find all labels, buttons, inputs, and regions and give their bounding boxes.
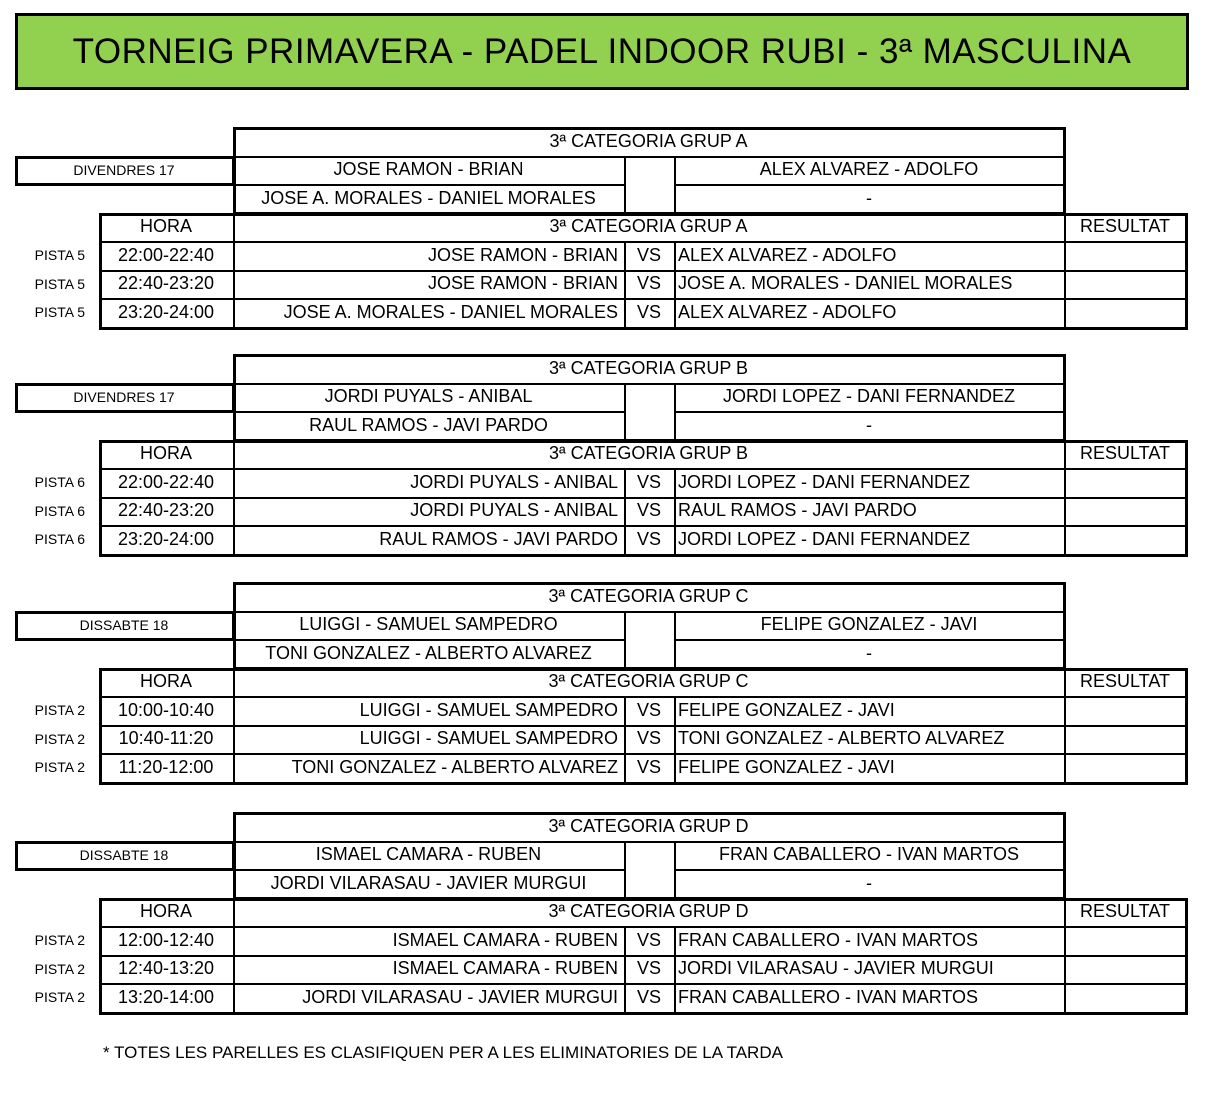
vs-label: VS [636, 500, 661, 521]
home-team: JOSE RAMON - BRIAN [427, 273, 618, 294]
result-header: RESULTAT [1079, 901, 1170, 922]
vs-label: VS [636, 471, 661, 492]
schedule-group-title: 3ª CATEGORIA GRUP D [548, 901, 749, 922]
grid-line [624, 156, 626, 213]
vs-label: VS [636, 273, 661, 294]
pista-label: PISTA 2 [34, 989, 85, 1006]
day-label: DISSABTE 18 [79, 846, 169, 863]
vs-label: VS [636, 756, 661, 777]
match-time: 22:40-23:20 [117, 500, 215, 521]
team-name: FRAN CABALLERO - IVAN MARTOS [718, 844, 1020, 865]
result-cell[interactable] [1064, 725, 1186, 754]
team-name: FELIPE GONZALEZ - JAVI [760, 614, 978, 635]
home-team: ISMAEL CAMARA - RUBEN [392, 958, 618, 979]
home-team: JORDI VILARASAU - JAVIER MURGUI [302, 986, 618, 1007]
vs-label: VS [636, 958, 661, 979]
result-cell[interactable] [1064, 497, 1186, 526]
home-team: JOSE A. MORALES - DANIEL MORALES [283, 301, 618, 322]
result-cell[interactable] [1064, 753, 1186, 782]
pista-label: PISTA 2 [34, 960, 85, 977]
day-label: DISSABTE 18 [79, 616, 169, 633]
result-cell[interactable] [1064, 955, 1186, 984]
team-name: JORDI LOPEZ - DANI FERNANDEZ [722, 386, 1016, 407]
pista-label: PISTA 2 [34, 932, 85, 949]
result-cell[interactable] [1064, 696, 1186, 725]
vs-label: VS [636, 244, 661, 265]
vs-label: VS [636, 699, 661, 720]
team-name: LUIGGI - SAMUEL SAMPEDRO [299, 614, 558, 635]
team-name: - [866, 872, 872, 893]
vs-label: VS [636, 528, 661, 549]
schedule-group-title: 3ª CATEGORIA GRUP A [549, 216, 748, 237]
away-team: TONI GONZALEZ - ALBERTO ALVAREZ [678, 728, 1005, 749]
away-team: FELIPE GONZALEZ - JAVI [678, 699, 895, 720]
hora-header: HORA [139, 443, 192, 464]
team-name: JORDI PUYALS - ANIBAL [324, 386, 533, 407]
result-header: RESULTAT [1079, 671, 1170, 692]
result-header: RESULTAT [1079, 216, 1170, 237]
page-title: TORNEIG PRIMAVERA - PADEL INDOOR RUBI - 3ª MASCULINA [15, 13, 1189, 90]
team-name: - [866, 414, 872, 435]
result-cell[interactable] [1064, 298, 1186, 327]
hora-header: HORA [139, 901, 192, 922]
footnote: * TOTES LES PARELLES ES CLASIFIQUEN PER A LES ELIMINATORIES DE LA TARDA [103, 1043, 783, 1062]
pista-label: PISTA 5 [34, 247, 85, 264]
result-cell[interactable] [1064, 270, 1186, 299]
match-time: 12:40-13:20 [117, 958, 215, 979]
home-team: JOSE RAMON - BRIAN [427, 244, 618, 265]
home-team: ISMAEL CAMARA - RUBEN [392, 929, 618, 950]
team-name: - [866, 642, 872, 663]
away-team: JORDI LOPEZ - DANI FERNANDEZ [678, 528, 971, 549]
result-header: RESULTAT [1079, 443, 1170, 464]
result-cell[interactable] [1064, 468, 1186, 497]
vs-label: VS [636, 986, 661, 1007]
pista-label: PISTA 6 [34, 531, 85, 548]
team-name: TONI GONZALEZ - ALBERTO ALVAREZ [265, 642, 592, 663]
team-name: JOSE A. MORALES - DANIEL MORALES [261, 187, 596, 208]
grid-line [624, 841, 626, 898]
team-name: ISMAEL CAMARA - RUBEN [315, 844, 542, 865]
match-time: 22:40-23:20 [117, 273, 215, 294]
pista-label: PISTA 5 [34, 304, 85, 321]
away-team: JORDI VILARASAU - JAVIER MURGUI [678, 958, 994, 979]
away-team: ALEX ALVAREZ - ADOLFO [678, 244, 897, 265]
grid-line [624, 383, 626, 440]
schedule-group-title: 3ª CATEGORIA GRUP C [548, 671, 749, 692]
away-team: FRAN CABALLERO - IVAN MARTOS [678, 929, 979, 950]
hora-header: HORA [139, 216, 192, 237]
pista-label: PISTA 2 [34, 730, 85, 747]
home-team: JORDI PUYALS - ANIBAL [410, 500, 618, 521]
pista-label: PISTA 6 [34, 502, 85, 519]
hora-header: HORA [139, 671, 192, 692]
vs-label: VS [636, 301, 661, 322]
schedule-group-title: 3ª CATEGORIA GRUP B [548, 443, 749, 464]
vs-label: VS [636, 728, 661, 749]
match-time: 11:20-12:00 [118, 756, 214, 777]
away-team: ALEX ALVAREZ - ADOLFO [678, 301, 897, 322]
grid-line [624, 611, 626, 668]
team-name: ALEX ALVAREZ - ADOLFO [759, 159, 979, 180]
away-team: FRAN CABALLERO - IVAN MARTOS [678, 986, 979, 1007]
home-team: TONI GONZALEZ - ALBERTO ALVAREZ [291, 756, 618, 777]
match-time: 12:00-12:40 [117, 929, 215, 950]
vs-label: VS [636, 929, 661, 950]
result-cell[interactable] [1064, 525, 1186, 554]
away-team: JORDI LOPEZ - DANI FERNANDEZ [678, 471, 971, 492]
match-time: 10:40-11:20 [118, 728, 214, 749]
pista-label: PISTA 2 [34, 759, 85, 776]
team-name: RAUL RAMOS - JAVI PARDO [309, 414, 548, 435]
result-cell[interactable] [1064, 926, 1186, 955]
group-title: 3ª CATEGORIA GRUP C [548, 585, 749, 606]
match-time: 23:20-24:00 [117, 528, 215, 549]
away-team: FELIPE GONZALEZ - JAVI [678, 756, 895, 777]
team-name: JOSE RAMON - BRIAN [333, 159, 524, 180]
match-time: 10:00-10:40 [117, 699, 215, 720]
home-team: LUIGGI - SAMUEL SAMPEDRO [359, 699, 618, 720]
day-label: DIVENDRES 17 [73, 161, 175, 178]
pista-label: PISTA 6 [34, 474, 85, 491]
result-cell[interactable] [1064, 241, 1186, 270]
group-title: 3ª CATEGORIA GRUP D [548, 815, 749, 836]
away-team: RAUL RAMOS - JAVI PARDO [678, 500, 917, 521]
day-label: DIVENDRES 17 [73, 388, 175, 405]
group-title: 3ª CATEGORIA GRUP A [549, 130, 748, 151]
home-team: LUIGGI - SAMUEL SAMPEDRO [359, 728, 618, 749]
group-title: 3ª CATEGORIA GRUP B [548, 357, 749, 378]
pista-label: PISTA 2 [34, 702, 85, 719]
match-time: 13:20-14:00 [117, 986, 215, 1007]
result-cell[interactable] [1064, 983, 1186, 1012]
team-name: - [866, 187, 872, 208]
match-time: 23:20-24:00 [117, 301, 215, 322]
home-team: JORDI PUYALS - ANIBAL [410, 471, 618, 492]
team-name: JORDI VILARASAU - JAVIER MURGUI [270, 872, 587, 893]
match-time: 22:00-22:40 [117, 244, 215, 265]
match-time: 22:00-22:40 [117, 471, 215, 492]
home-team: RAUL RAMOS - JAVI PARDO [379, 528, 618, 549]
away-team: JOSE A. MORALES - DANIEL MORALES [678, 273, 1013, 294]
pista-label: PISTA 5 [34, 275, 85, 292]
